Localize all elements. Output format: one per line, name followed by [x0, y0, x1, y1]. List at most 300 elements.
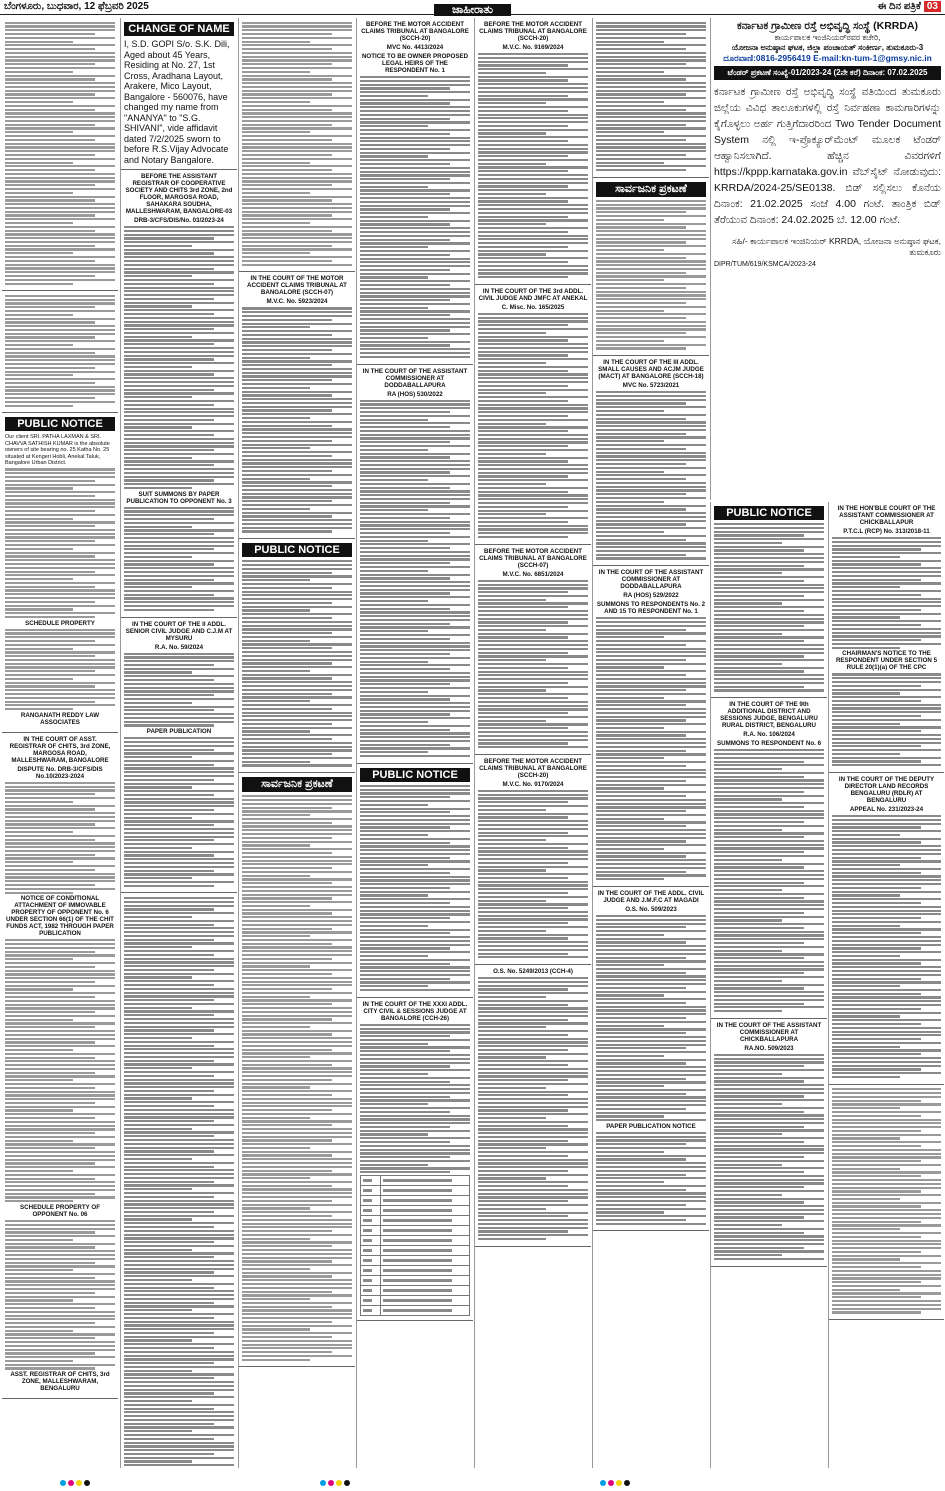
text-line — [242, 693, 332, 695]
text-line — [478, 276, 568, 278]
text-line — [478, 502, 588, 504]
text-line — [242, 379, 332, 381]
table-cell — [380, 1256, 469, 1266]
text-line — [124, 1396, 234, 1398]
text-line — [478, 261, 568, 263]
text-line — [478, 686, 588, 688]
text-line — [5, 367, 95, 369]
text-line — [832, 993, 921, 995]
text-line — [242, 101, 310, 103]
text-line — [478, 317, 588, 319]
kannada-notice-col6 — [593, 178, 709, 356]
text-line — [5, 279, 115, 281]
text-line — [478, 377, 588, 379]
text-line — [360, 246, 428, 248]
text-line — [832, 1057, 941, 1059]
text-line — [478, 1106, 588, 1108]
text-line — [714, 1118, 824, 1120]
text-line — [478, 877, 568, 879]
text-line — [832, 1034, 941, 1036]
text-line — [242, 1291, 332, 1293]
text-line — [124, 881, 234, 883]
text-line — [5, 146, 115, 148]
text-line — [478, 1219, 588, 1221]
text-line — [124, 767, 234, 769]
text-line — [124, 1154, 234, 1156]
text-line — [242, 425, 332, 427]
text-line — [596, 482, 706, 484]
text-line — [478, 1026, 546, 1028]
text-line — [596, 287, 686, 289]
text-line — [242, 71, 310, 73]
text-line — [5, 966, 95, 968]
text-line — [242, 1041, 352, 1043]
text-line — [478, 339, 568, 341]
text-line — [478, 475, 568, 477]
mact-5-case: M.V.C. No. 9170/2024 — [502, 780, 564, 788]
text-line — [714, 689, 824, 691]
text-line — [478, 235, 588, 237]
text-line — [124, 756, 192, 758]
text-line — [5, 1288, 115, 1290]
text-line — [478, 468, 588, 470]
text-line — [832, 1168, 900, 1170]
text-line — [596, 818, 664, 820]
text-line — [596, 1204, 686, 1206]
text-line — [242, 207, 352, 209]
text-line — [478, 945, 588, 947]
text-line — [596, 644, 686, 646]
text-line — [124, 1313, 234, 1315]
text-line — [360, 1152, 470, 1154]
text-line — [242, 485, 332, 487]
text-line — [124, 438, 234, 440]
ac-doddaballapura-notice — [357, 365, 473, 764]
text-line — [5, 1045, 115, 1047]
text-line — [360, 456, 450, 458]
text-line — [360, 174, 470, 176]
text-line — [714, 806, 804, 808]
text-line — [478, 136, 588, 138]
text-line — [242, 1011, 352, 1013]
text-line — [714, 587, 824, 589]
table-cell — [380, 1306, 469, 1316]
text-line — [360, 845, 470, 847]
text-line — [832, 738, 941, 740]
text-line — [478, 636, 568, 638]
text-line — [124, 279, 234, 281]
text-line — [360, 193, 450, 195]
text-line — [124, 571, 234, 573]
text-line — [478, 250, 588, 252]
text-line — [5, 582, 115, 584]
text-line — [124, 271, 234, 273]
text-line — [596, 535, 706, 537]
text-line — [124, 1128, 192, 1130]
text-line — [124, 999, 214, 1001]
text-line — [714, 1194, 782, 1196]
text-line — [596, 124, 686, 126]
text-line — [124, 1377, 214, 1379]
text-line — [5, 1022, 115, 1024]
text-line — [478, 483, 546, 485]
text-line — [596, 467, 706, 469]
text-line — [714, 1179, 824, 1181]
text-line — [360, 280, 470, 282]
text-line — [242, 1253, 352, 1255]
text-line — [478, 1159, 588, 1161]
text-line — [5, 831, 73, 833]
text-line — [124, 1294, 234, 1296]
text-line — [5, 1273, 115, 1275]
text-line — [242, 432, 352, 434]
text-line — [714, 1126, 804, 1128]
text-line — [360, 159, 470, 161]
text-line — [360, 137, 470, 139]
text-line — [360, 1062, 470, 1064]
text-line — [242, 150, 352, 152]
text-line — [596, 1151, 664, 1153]
table-row — [361, 1306, 470, 1316]
text-line — [714, 1095, 804, 1097]
text-line — [5, 378, 115, 380]
text-line — [478, 1087, 546, 1089]
text-line — [5, 1019, 73, 1021]
table-cell — [361, 1296, 381, 1306]
text-line — [242, 708, 332, 710]
text-line — [832, 1217, 941, 1219]
text-line — [478, 716, 588, 718]
text-line — [5, 1224, 115, 1226]
text-line — [124, 809, 214, 811]
text-line — [596, 207, 706, 209]
text-line — [5, 177, 115, 179]
text-line — [478, 57, 588, 59]
text-line — [242, 512, 352, 514]
text-line — [832, 857, 921, 859]
notice-to-owner: NOTICE TO BE OWNER PROPOSED LEGAL HEIRS OF THE RESPONDENT No. 1 — [361, 53, 469, 74]
text-line — [5, 857, 115, 859]
text-line — [242, 345, 352, 347]
text-line — [596, 953, 706, 955]
text-line — [832, 970, 941, 972]
text-line — [5, 86, 115, 88]
text-line — [360, 1141, 450, 1143]
text-line — [478, 407, 588, 409]
text-line — [714, 1209, 824, 1211]
text-line — [124, 965, 234, 967]
text-line — [596, 723, 706, 725]
text-line — [124, 1158, 192, 1160]
text-line — [832, 749, 941, 751]
text-line — [596, 344, 706, 346]
text-line — [596, 941, 686, 943]
text-line — [478, 366, 588, 368]
text-line — [124, 1332, 214, 1334]
text-line — [5, 1053, 115, 1055]
text-line — [596, 1211, 664, 1213]
text-line — [242, 203, 352, 205]
text-line — [360, 352, 470, 354]
text-line — [360, 891, 470, 893]
text-line — [596, 960, 706, 962]
text-line — [5, 71, 73, 73]
text-line — [832, 966, 941, 968]
text-line — [124, 1169, 234, 1171]
text-line — [242, 1275, 332, 1277]
text-line — [714, 610, 804, 612]
text-line — [242, 625, 352, 627]
text-line — [5, 629, 115, 631]
text-line — [242, 1102, 352, 1104]
text-line — [478, 370, 568, 372]
text-line — [5, 958, 73, 960]
text-line — [360, 729, 450, 731]
text-line — [478, 992, 588, 994]
text-line — [714, 1145, 824, 1147]
text-line — [360, 989, 470, 991]
text-line — [124, 698, 234, 700]
text-line — [360, 623, 450, 625]
table-cell — [380, 1186, 469, 1196]
text-line — [242, 1147, 310, 1149]
text-line — [5, 139, 95, 141]
text-line — [242, 568, 352, 570]
text-line — [242, 1033, 332, 1035]
text-line — [478, 513, 546, 515]
text-line — [5, 306, 95, 308]
text-line — [596, 313, 706, 315]
text-line — [832, 1236, 921, 1238]
mact-5-heading: BEFORE THE MOTOR ACCIDENT CLAIMS TRIBUNAL AT BANGALORE (SCCH-20) — [479, 757, 587, 779]
text-line — [596, 878, 664, 880]
masthead-center: ಜಾಹೀರಾತು — [434, 4, 511, 16]
text-line — [832, 1274, 941, 1276]
text-line — [478, 457, 588, 459]
text-line — [478, 479, 588, 481]
text-line — [832, 616, 900, 618]
text-line — [596, 63, 686, 65]
text-line — [124, 392, 234, 394]
text-line — [5, 260, 95, 262]
text-line — [360, 664, 470, 666]
text-line — [360, 261, 470, 263]
magadi-case: O.S. No. 509/2023 — [625, 905, 677, 913]
text-line — [478, 674, 588, 676]
text-line — [124, 839, 214, 841]
text-line — [242, 319, 332, 321]
text-line — [383, 1269, 452, 1271]
text-line — [124, 1408, 214, 1410]
text-line — [5, 947, 115, 949]
text-line — [5, 682, 115, 684]
text-line — [478, 1022, 588, 1024]
text-line — [596, 135, 706, 137]
text-line — [360, 581, 470, 583]
text-line — [5, 1094, 115, 1096]
text-line — [124, 1173, 234, 1175]
text-line — [242, 1083, 352, 1085]
text-line — [714, 810, 824, 812]
text-line — [832, 594, 921, 596]
text-line — [242, 41, 310, 43]
text-line — [714, 863, 824, 865]
text-line — [242, 591, 352, 593]
text-line — [242, 165, 352, 167]
text-line — [360, 205, 470, 207]
text-line — [124, 873, 234, 875]
text-line — [478, 618, 588, 620]
text-line — [478, 996, 546, 998]
text-line — [124, 741, 234, 743]
text-line — [5, 222, 73, 224]
text-line — [596, 22, 706, 24]
mact-4-case: M.V.C. No. 6851/2024 — [502, 570, 564, 578]
text-line — [478, 521, 568, 523]
text-line — [714, 821, 804, 823]
text-line — [478, 1170, 568, 1172]
text-line — [5, 605, 115, 607]
text-line — [832, 1258, 900, 1260]
text-line — [596, 803, 706, 805]
text-line — [478, 911, 588, 913]
text-line — [596, 317, 686, 319]
text-line — [124, 579, 214, 581]
text-line — [596, 1112, 706, 1114]
text-line — [383, 1289, 452, 1291]
text-line — [360, 1118, 470, 1120]
text-line — [5, 1318, 115, 1320]
text-line — [242, 829, 352, 831]
text-line — [596, 493, 686, 495]
text-line — [832, 1042, 941, 1044]
text-line — [124, 563, 214, 565]
text-line — [360, 966, 470, 968]
text-line — [5, 169, 95, 171]
text-line — [124, 683, 234, 685]
text-line — [242, 1332, 352, 1334]
text-line — [596, 991, 706, 993]
text-line — [360, 415, 470, 417]
text-line — [832, 1119, 941, 1121]
text-line — [478, 985, 588, 987]
text-line — [360, 498, 470, 500]
text-line — [124, 1358, 234, 1360]
text-line — [5, 162, 73, 164]
text-line — [596, 120, 706, 122]
dispute-number: DISPUTE No. DRB-3/CFS/DIS No.10/2023-2024 — [17, 765, 103, 780]
mact-heading: IN THE COURT OF THE MOTOR ACCIDENT CLAIMS TRIBUNAL AT BANGALORE (SCCH-07) — [247, 275, 347, 297]
text-line — [242, 1113, 352, 1115]
text-line — [832, 1228, 900, 1230]
table-row — [361, 1246, 470, 1256]
text-line — [360, 985, 428, 987]
text-line — [596, 169, 686, 171]
text-line — [360, 1145, 470, 1147]
text-line — [714, 629, 824, 631]
text-line — [242, 662, 332, 664]
text-line — [242, 1328, 310, 1330]
text-line — [360, 630, 428, 632]
text-line — [832, 590, 941, 592]
text-line — [832, 913, 941, 915]
text-line — [478, 1140, 568, 1142]
text-line — [5, 1356, 115, 1358]
text-line — [832, 1072, 941, 1074]
text-line — [124, 824, 214, 826]
text-line — [242, 493, 352, 495]
text-line — [360, 604, 470, 606]
text-line — [124, 1256, 214, 1258]
text-line — [242, 264, 352, 266]
text-line — [5, 1162, 95, 1164]
text-line — [596, 874, 706, 876]
text-line — [5, 472, 115, 474]
text-line — [124, 924, 214, 926]
text-line — [832, 1202, 941, 1204]
text-line — [360, 403, 470, 405]
text-line — [832, 700, 921, 702]
text-line — [5, 226, 115, 228]
text-line — [478, 106, 588, 108]
text-line — [478, 678, 588, 680]
text-line — [242, 1185, 332, 1187]
text-line — [596, 112, 706, 114]
text-line — [5, 1068, 115, 1070]
text-line — [124, 1234, 234, 1236]
text-line — [5, 344, 73, 346]
mact-notice-3 — [475, 18, 591, 285]
text-line — [832, 1046, 900, 1048]
text-line — [596, 1108, 686, 1110]
text-line — [478, 640, 588, 642]
text-line — [242, 621, 352, 623]
text-line — [596, 272, 686, 274]
text-line — [242, 1283, 352, 1285]
text-line — [832, 974, 941, 976]
text-line — [596, 557, 706, 559]
text-line — [5, 1181, 115, 1183]
text-line — [242, 1279, 352, 1281]
text-line — [242, 1211, 352, 1213]
text-line — [360, 906, 470, 908]
text-line — [242, 844, 310, 846]
text-line — [5, 506, 115, 508]
text-line — [596, 678, 706, 680]
text-line — [596, 433, 686, 435]
text-line — [242, 643, 352, 645]
color-registration-dots-mid — [320, 1473, 352, 1491]
text-line — [124, 988, 234, 990]
text-line — [478, 219, 588, 221]
text-line — [478, 1230, 568, 1232]
text-line — [242, 112, 352, 114]
text-line — [478, 652, 568, 654]
text-line — [832, 560, 941, 562]
text-line — [360, 1039, 470, 1041]
text-line — [478, 272, 588, 274]
text-line — [832, 1247, 941, 1249]
text-line — [360, 838, 470, 840]
text-line — [124, 256, 234, 258]
text-line — [478, 1128, 588, 1130]
text-line — [478, 269, 588, 271]
text-line — [596, 253, 706, 255]
text-line — [242, 1007, 352, 1009]
text-line — [124, 522, 234, 524]
text-line — [124, 567, 234, 569]
text-line — [714, 931, 824, 933]
